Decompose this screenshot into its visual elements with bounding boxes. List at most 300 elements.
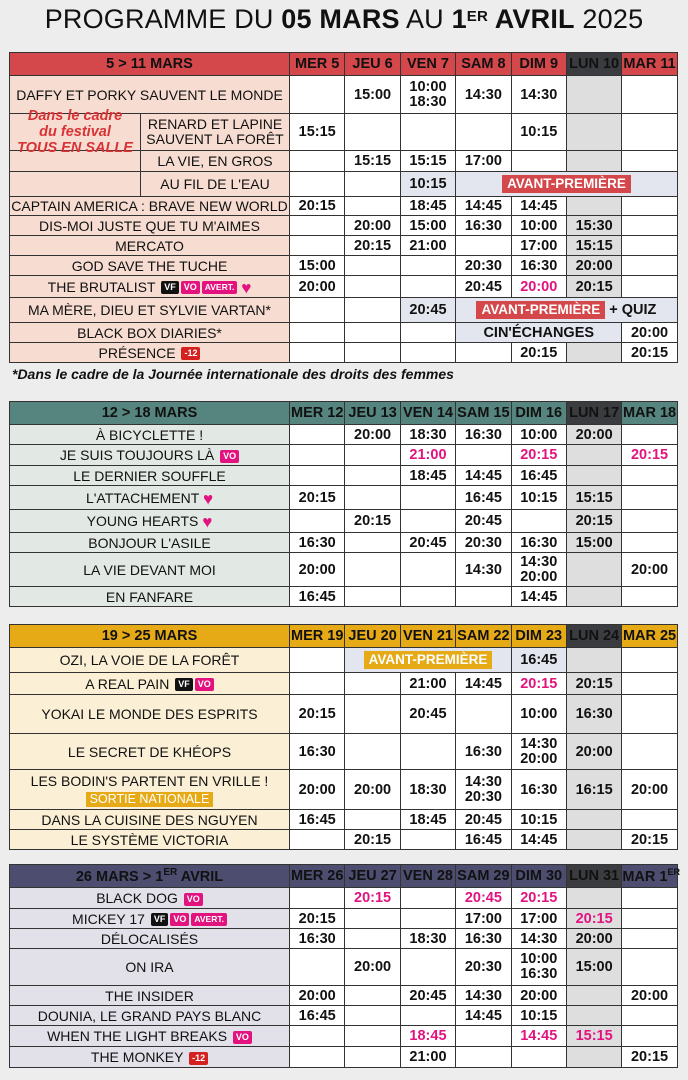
cell [456,343,511,363]
cell [345,1026,400,1047]
showtime: 20:30 [456,256,511,276]
day-header: SAM 22 [456,625,511,648]
cell [290,172,345,197]
sortie-nationale-tag: SORTIE NATIONALE [86,792,214,807]
showtime: 21:00 [400,1047,455,1068]
showtime: 16:30 [456,734,511,770]
cell [290,236,345,256]
showtime: 14:45 [456,673,511,695]
festival-group [10,151,290,172]
showtime: 20:15 [345,236,400,256]
film-title: PRÉSENCE [98,344,176,361]
cell [400,1006,455,1026]
cell [511,151,566,172]
showtime: 10:00 [511,695,566,734]
table-row [10,1006,678,1026]
table-row [10,673,678,695]
showtime: 20:00 [622,986,677,1006]
cell [290,76,345,114]
showtime: 20:15 [566,510,621,533]
cell [400,734,455,770]
showtime: 10:15 [400,172,455,197]
film-title: THE BRUTALIST [47,278,156,295]
showtime: 15:00 [345,76,400,114]
cell [345,929,400,949]
avert-badge: AVERT. [202,281,238,294]
film-title: DOUNIA, LE GRAND PAYS BLANC [10,1006,290,1026]
showtime: 14:45 [511,587,566,607]
showtime: 15:00 [566,533,621,553]
film-title: LE SYSTÈME VICTORIA [10,830,290,850]
showtime: 20:15 [290,486,345,510]
showtime: 16:30 [566,695,621,734]
table-row [10,298,678,323]
cell [511,510,566,533]
cell [345,256,400,276]
showtime: 20:00 [622,553,677,587]
cell [566,151,621,172]
showtime: 20:15 [290,909,345,929]
table-row [10,172,678,197]
film-title: LA VIE DEVANT MOI [10,553,290,587]
film-title: LA VIE, EN GROS [140,151,289,171]
showtime: 20:00 [345,425,400,445]
film-title-cell [10,486,290,510]
showtime: 20:00 [290,770,345,810]
showtime: 14:30 [511,76,566,114]
showtime: 17:00 [511,909,566,929]
showtime: 15:00 [290,256,345,276]
cell [511,1047,566,1068]
film-title: DÉLOCALISÉS [10,929,290,949]
showtime: 20:00 [622,323,677,343]
showtime: 20:15 [290,695,345,734]
table-row [10,533,678,553]
showtime: 20:15 [511,888,566,909]
showtime: 20:45 [456,810,511,830]
showtime: 15:15 [566,486,621,510]
day-header: MER 19 [290,625,345,648]
showtime: 20:00 [566,425,621,445]
vf-badge: VF [161,281,179,294]
cell [622,466,677,486]
showtime: 18:30 [400,425,455,445]
showtime: 16:30 [511,256,566,276]
cell [456,1047,511,1068]
cell [622,510,677,533]
cell [622,425,677,445]
day-header: SAM 29 [456,865,511,888]
showtime: 15:00 [566,949,621,986]
film-title: DANS LA CUISINE DES NGUYEN [10,810,290,830]
film-title-cell [10,673,290,695]
cell [345,986,400,1006]
cell [622,673,677,695]
table-row [10,510,678,533]
week-header [10,625,678,648]
showtime: 20:15 [622,343,677,363]
festival-group [10,108,290,156]
table-row [10,830,678,850]
week-header [10,865,678,888]
showtime: 10:15 [511,114,566,151]
cell [622,909,677,929]
showtime: 20:15 [566,673,621,695]
cell [345,533,400,553]
film-title: ON IRA [10,949,290,986]
cell [622,888,677,909]
showtime: 15:30 [566,216,621,236]
film-title-cell [10,1026,290,1047]
cell [566,648,621,673]
showtime: 16:30 [290,533,345,553]
cell [622,236,677,256]
cell [345,909,400,929]
day-header: LUN 24 [566,625,621,648]
showtime: 16:45 [456,830,511,850]
table-row [10,949,678,986]
showtime: 14:45 [456,466,511,486]
avant-premiere-tag: AVANT-PREMIÈRE [502,175,631,193]
cell [290,323,345,343]
day-header: JEU 20 [345,625,400,648]
cell [622,151,677,172]
table-row [10,929,678,949]
table-row [10,888,678,909]
cell [345,276,400,298]
cell [566,1006,621,1026]
avert-badge: AVERT. [191,913,227,926]
showtime: 14:30 20:00 [511,734,566,770]
showtime: 17:00 [456,151,511,172]
film-title: WHEN THE LIGHT BREAKS [47,1028,228,1044]
avant-premiere-cell [345,648,511,673]
cell [566,1047,621,1068]
heart-icon: ♥ [241,277,252,297]
film-title: LES BODIN'S PARTENT EN VRILLE ! [30,772,269,789]
week-label: 5 > 11 MARS [10,53,290,76]
showtime: 20:15 [345,830,400,850]
showtime: 16:30 [511,770,566,810]
showtime: 20:15 [622,1047,677,1068]
day-header: JEU 6 [345,53,400,76]
film-title: MA MÈRE, DIEU ET SYLVIE VARTAN* [10,298,290,323]
showtime: 20:30 [456,949,511,986]
film-title: BONJOUR L'ASILE [10,533,290,553]
cell [345,343,400,363]
footnote: *Dans le cadre de la Journée internationale des droits des femmes [12,366,454,382]
showtime: 20:00 [566,929,621,949]
festival-label: Dans le cadre du festival TOUS EN SALLE [17,108,133,156]
week-label: 19 > 25 MARS [10,625,290,648]
cell [622,197,677,216]
showtime: 20:00 [345,949,400,986]
showtime: 20:45 [400,695,455,734]
film-title: MERCATO [10,236,290,256]
day-header: JEU 13 [345,402,400,425]
week1-schedule [9,52,678,363]
table-row [10,343,678,363]
cell [566,830,621,850]
film-title: L'ATTACHEMENT [85,489,200,506]
quiz-label: + QUIZ [609,302,657,318]
showtime: 20:30 [456,533,511,553]
week-label: 12 > 18 MARS [10,402,290,425]
vo-badge: VO [181,281,200,294]
vf-badge: VF [175,678,193,691]
film-title: GOD SAVE THE TUCHE [10,256,290,276]
film-title-cell [10,888,290,909]
day-header: MAR 18 [622,402,677,425]
film-title: DIS-MOI JUSTE QUE TU M'AIMES [10,216,290,236]
showtime: 20:00 [566,256,621,276]
week-label: 26 MARS > 1ER AVRIL [10,865,290,888]
avant-premiere-tag: AVANT-PREMIÈRE [364,651,493,669]
day-header: VEN 28 [400,865,455,888]
film-title-cell [10,909,290,929]
cell [290,673,345,695]
showtime: 20:00 [345,216,400,236]
cell [290,151,345,172]
showtime: 20:45 [456,888,511,909]
cell [345,114,400,151]
showtime: 14:45 [511,1026,566,1047]
showtime: 18:30 [400,770,455,810]
day-header: MAR 25 [622,625,677,648]
table-row [10,276,678,298]
showtime: 20:00 [290,553,345,587]
day-header: LUN 31 [566,865,621,888]
film-title: LE DERNIER SOUFFLE [10,466,290,486]
cell [456,236,511,256]
table-row [10,587,678,607]
cell [290,949,345,986]
showtime: 15:15 [400,151,455,172]
cell [345,673,400,695]
table-row [10,445,678,466]
day-header: LUN 10 [566,53,621,76]
showtime: 16:45 [511,648,566,673]
cell [400,909,455,929]
cell [400,343,455,363]
showtime: 18:30 [400,929,455,949]
table-row [10,810,678,830]
table-row [10,770,678,810]
showtime: 20:00 [622,770,677,810]
table-row [10,486,678,510]
showtime: 20:00 [345,770,400,810]
cin-echanges-cell: CIN'ÉCHANGES [456,323,622,343]
cell [345,466,400,486]
avant-premiere-cell [456,172,678,197]
cell [566,445,621,466]
cell [345,445,400,466]
cell [290,648,345,673]
film-title: OZI, LA VOIE DE LA FORÊT [10,648,290,673]
cell [400,553,455,587]
table-row [10,151,678,172]
showtime: 20:15 [345,888,400,909]
cell [345,197,400,216]
showtime: 14:45 [456,197,511,216]
showtime: 16:45 [456,486,511,510]
cell [622,929,677,949]
avant-premiere-cell [456,298,678,323]
showtime: 15:15 [566,236,621,256]
table-row [10,216,678,236]
film-title: À BICYCLETTE ! [10,425,290,445]
showtime: 20:00 [566,734,621,770]
table-row [10,648,678,673]
table-row [10,1047,678,1068]
day-header: JEU 27 [345,865,400,888]
showtime: 14:30 [511,929,566,949]
heart-icon: ♥ [202,488,214,508]
showtime: 20:15 [566,276,621,298]
cell [566,466,621,486]
cell [400,888,455,909]
showtime: 10:00 18:30 [400,76,455,114]
showtime: 10:00 [511,425,566,445]
table-row [10,323,678,343]
showtime: 20:15 [511,445,566,466]
cell [566,810,621,830]
week-header [10,402,678,425]
cell [566,888,621,909]
cell [622,587,677,607]
showtime: 20:45 [456,276,511,298]
table-row [10,256,678,276]
cell [400,114,455,151]
cell [622,734,677,770]
showtime: 20:15 [511,673,566,695]
showtime: 18:45 [400,1026,455,1047]
film-title-cell [10,510,290,533]
film-title: LE SECRET DE KHÉOPS [10,734,290,770]
cell [622,486,677,510]
showtime: 16:45 [290,587,345,607]
festival-group [10,172,290,197]
day-header: MER 26 [290,865,345,888]
cell [622,76,677,114]
showtime: 16:30 [511,533,566,553]
cell [456,1026,511,1047]
film-title: YOKAI LE MONDE DES ESPRITS [10,695,290,734]
film-title: MICKEY 17 [72,910,145,927]
showtime: 16:30 [290,734,345,770]
showtime: 20:00 [511,986,566,1006]
cell [566,76,621,114]
showtime: 10:00 16:30 [511,949,566,986]
showtime: 16:15 [566,770,621,810]
showtime: 20:15 [566,909,621,929]
heart-icon: ♥ [202,512,213,532]
showtime: 21:00 [400,673,455,695]
film-title-cell [10,770,290,810]
day-header: MAR 1ER [622,865,677,888]
showtime: 16:45 [290,1006,345,1026]
film-title: AU FIL DE L'EAU [140,172,289,196]
table-row [10,425,678,445]
cell [622,1026,677,1047]
table-row [10,1026,678,1047]
showtime: 14:30 20:30 [456,770,511,810]
vo-badge: VO [220,450,239,463]
vo-badge: VO [184,893,203,906]
showtime: 15:15 [566,1026,621,1047]
showtime: 10:00 [511,216,566,236]
cell [622,276,677,298]
table-row [10,909,678,929]
cell [622,949,677,986]
day-header: MER 12 [290,402,345,425]
cell [622,695,677,734]
table-row [10,553,678,587]
cell [456,114,511,151]
cell [345,810,400,830]
cell [290,1047,345,1068]
cell [345,323,400,343]
film-title: THE INSIDER [10,986,290,1006]
cell [290,466,345,486]
showtime: 10:15 [511,1006,566,1026]
cell [290,830,345,850]
day-header: VEN 7 [400,53,455,76]
cell [622,533,677,553]
film-title-cell [10,343,290,363]
age-12-badge: -12 [189,1052,208,1065]
avant-premiere-tag: AVANT-PREMIÈRE [476,301,605,319]
cell [622,810,677,830]
week2-schedule [9,401,678,607]
showtime: 14:45 [511,830,566,850]
cell [400,830,455,850]
cell [290,510,345,533]
cell [345,1047,400,1068]
film-title: BLACK BOX DIARIES* [10,323,290,343]
showtime: 20:15 [622,830,677,850]
cell [622,216,677,236]
page-title: PROGRAMME DU 05 MARS AU 1ER AVRIL 2025 [44,4,644,34]
showtime: 14:30 [456,986,511,1006]
cell [290,888,345,909]
cell [456,695,511,734]
week4-schedule [9,864,678,1068]
table-row [10,197,678,216]
film-title: RENARD ET LAPINE SAUVENT LA FORÊT [140,114,289,150]
day-header: LUN 17 [566,402,621,425]
cell [345,1006,400,1026]
day-header: DIM 23 [511,625,566,648]
table-row [10,114,678,151]
day-header: VEN 21 [400,625,455,648]
showtime: 17:00 [511,236,566,256]
vo-badge: VO [233,1031,252,1044]
showtime: 16:30 [456,929,511,949]
cell [622,648,677,673]
showtime: 20:15 [622,445,677,466]
cell [622,256,677,276]
cell [345,486,400,510]
showtime: 14:30 20:00 [511,553,566,587]
showtime: 15:15 [345,151,400,172]
cell [622,114,677,151]
showtime: 20:00 [290,986,345,1006]
cell [345,172,400,197]
showtime: 20:15 [511,343,566,363]
table-row [10,734,678,770]
cell [400,486,455,510]
